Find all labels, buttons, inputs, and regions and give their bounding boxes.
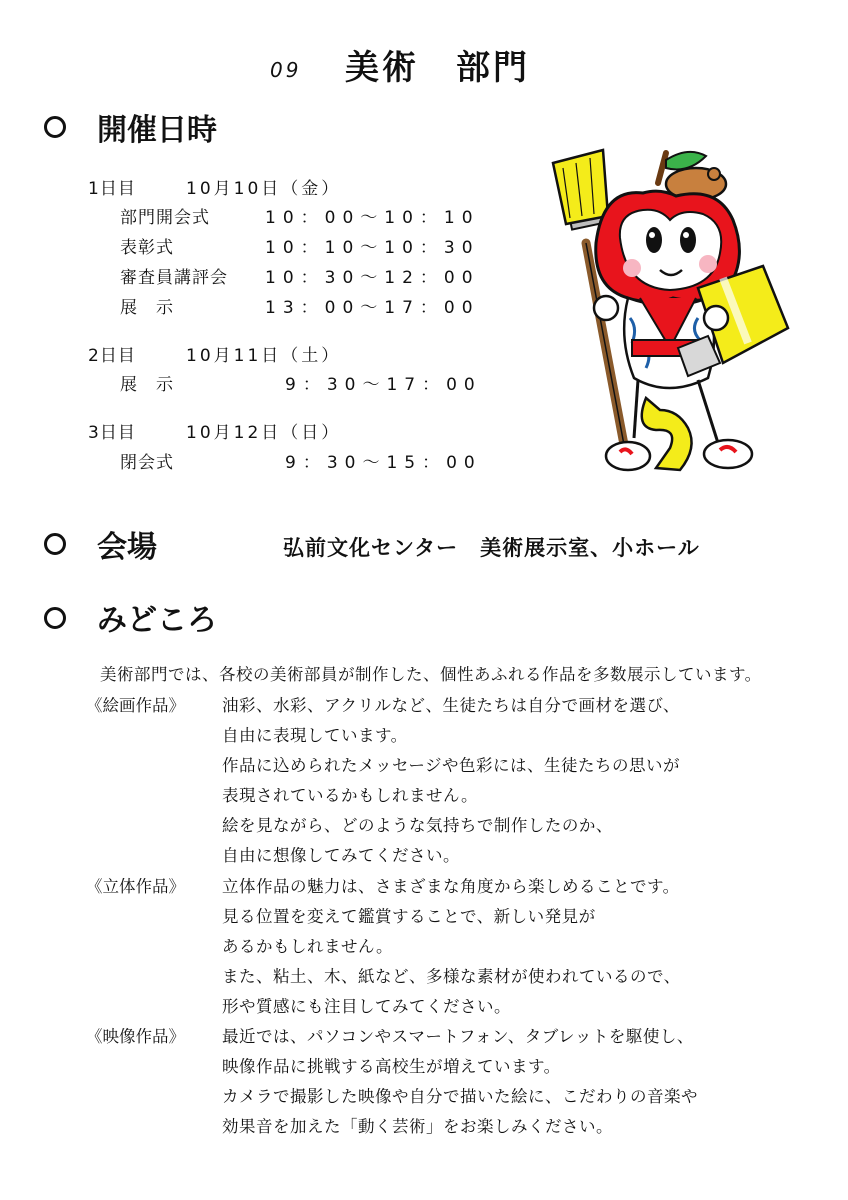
painting-text-line: 自由に表現しています。 bbox=[222, 726, 408, 745]
schedule-item-name: 審査員講評会 bbox=[120, 268, 228, 288]
painting-text-line: 自由に想像してみてください。 bbox=[222, 846, 460, 865]
schedule-item-time: 9：30～15：00 bbox=[285, 453, 482, 473]
brush-bristles bbox=[553, 150, 608, 224]
schedule-item-name: 部門開会式 bbox=[120, 208, 210, 228]
category-label-painting: 《絵画作品》 bbox=[86, 696, 185, 715]
day3-date: 10月12日（日） bbox=[186, 423, 342, 443]
schedule-item-time: 13：00～17：00 bbox=[265, 298, 480, 318]
schedule-item-time: 10：30～12：00 bbox=[265, 268, 480, 288]
video-text-line: 効果音を加えた「動く芸術」をお楽しみください。 bbox=[222, 1117, 613, 1136]
day1-date: 10月10日（金） bbox=[186, 179, 342, 199]
painting-text-line: 絵を見ながら、どのような気持ちで制作したのか、 bbox=[222, 816, 613, 835]
venue-text: 弘前文化センター 美術展示室、小ホール bbox=[283, 536, 700, 560]
schedule-item-name: 展 示 bbox=[120, 298, 174, 318]
circle-bullet-icon bbox=[44, 116, 66, 138]
sculpture-text-line: 形や質感にも注目してみてください。 bbox=[222, 997, 511, 1016]
video-text-line: カメラで撮影した映像や自分で描いた絵に、こだわりの音楽や bbox=[222, 1087, 698, 1106]
schedule-item-name: 表彰式 bbox=[120, 238, 174, 258]
category-label-sculpture: 《立体作品》 bbox=[86, 877, 185, 896]
section-heading-venue: 会場 bbox=[97, 530, 157, 565]
page-title: 美術 部門 bbox=[345, 48, 530, 88]
day2-label: 2日目 bbox=[88, 346, 136, 366]
apple-mascot-illustration bbox=[548, 148, 798, 488]
sculpture-text-line: あるかもしれません。 bbox=[222, 937, 393, 956]
video-text-line: 最近では、パソコンやスマートフォン、タブレットを駆使し、 bbox=[222, 1027, 694, 1046]
painting-text-line: 表現されているかもしれません。 bbox=[222, 786, 478, 805]
day3-label: 3日目 bbox=[88, 423, 136, 443]
schedule-item-name: 展 示 bbox=[120, 375, 174, 395]
schedule-item-time: 10：10～10：30 bbox=[265, 238, 480, 258]
sculpture-text-line: また、粘土、木、紙など、多様な素材が使われているので、 bbox=[222, 967, 681, 986]
painting-text-line: 油彩、水彩、アクリルなど、生徒たちは自分で画材を選び、 bbox=[222, 696, 680, 715]
video-text-line: 映像作品に挑戦する高校生が増えています。 bbox=[222, 1057, 561, 1076]
sculpture-text-line: 立体作品の魅力は、さまざまな角度から楽しめることです。 bbox=[222, 877, 680, 896]
sculpture-text-line: 見る位置を変えて鑑賞することで、新しい発見が bbox=[222, 907, 596, 926]
highlights-intro: 美術部門では、各校の美術部員が制作した、個性あふれる作品を多数展示しています。 bbox=[100, 665, 762, 684]
schedule-item-name: 閉会式 bbox=[120, 453, 174, 473]
painting-text-line: 作品に込められたメッセージや色彩には、生徒たちの思いが bbox=[222, 756, 681, 775]
category-label-video: 《映像作品》 bbox=[86, 1027, 185, 1046]
schedule-item-time: 10：00～10：10 bbox=[265, 208, 480, 228]
section-heading-highlights: みどころ bbox=[97, 603, 217, 638]
circle-bullet-icon bbox=[44, 607, 66, 629]
section-number: 09 bbox=[270, 58, 302, 82]
section-heading-datetime: 開催日時 bbox=[97, 113, 217, 148]
circle-bullet-icon bbox=[44, 533, 66, 555]
schedule-item-time: 9：30～17：00 bbox=[285, 375, 482, 395]
day1-label: 1日目 bbox=[88, 179, 136, 199]
day2-date: 10月11日（土） bbox=[186, 346, 342, 366]
